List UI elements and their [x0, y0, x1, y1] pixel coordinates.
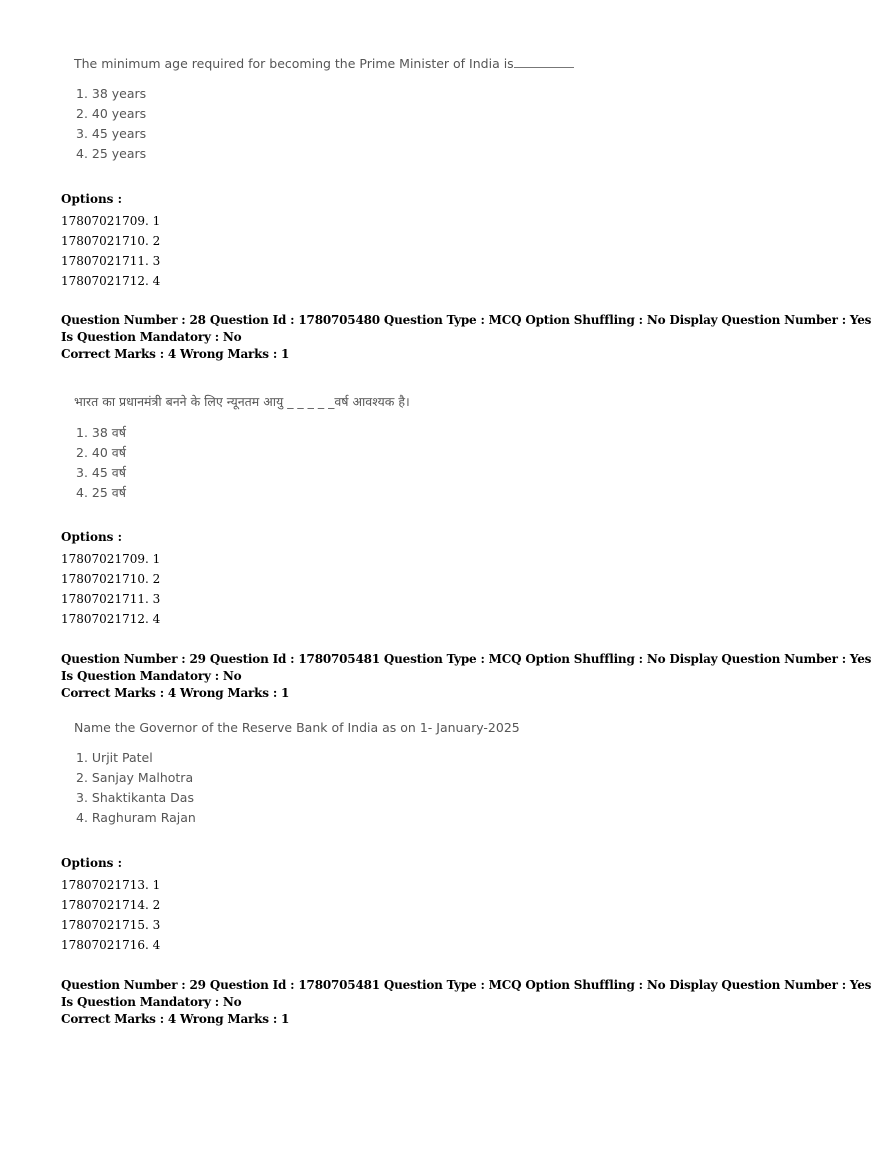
- options-list: [61, 191, 160, 291]
- option-row: 17807021710. 2: [61, 572, 161, 586]
- option-row: 17807021714. 2: [61, 898, 161, 912]
- question-stem: The minimum age required for becoming the Prime Minister of India is: [74, 56, 574, 71]
- question-item: 3. Shaktikanta Das: [76, 790, 194, 805]
- question-meta-line-2: Is Question Mandatory : No: [61, 330, 242, 344]
- option-row: 17807021711. 3: [61, 254, 161, 268]
- option-row: 17807021713. 1: [61, 878, 161, 892]
- option-row: 17807021715. 3: [61, 918, 161, 932]
- question-meta-line-1: Question Number : 28 Question Id : 1780705480 Question Type : MCQ Option Shuffling : No Display Question Number : Yes: [61, 313, 871, 327]
- option-row: 17807021716. 4: [61, 938, 161, 952]
- question-item: 2. Sanjay Malhotra: [76, 770, 194, 785]
- question-stem: Name the Governor of the Reserve Bank of India as on 1- January-2025: [74, 720, 520, 735]
- option-row: 17807021709. 1: [61, 552, 161, 566]
- question-meta: [61, 651, 871, 702]
- options-heading: Options :: [61, 530, 123, 544]
- question-item: 1. 38 वर्ष: [76, 425, 126, 440]
- question-item: 4. 25 वर्ष: [76, 485, 126, 500]
- option-row: 17807021710. 2: [61, 234, 161, 248]
- question-item: 4. 25 years: [76, 146, 147, 161]
- question-item: 1. Urjit Patel: [76, 750, 153, 765]
- question-meta-line-2: Is Question Mandatory : No: [61, 669, 242, 683]
- question-meta: [61, 977, 871, 1028]
- options-heading: Options :: [61, 856, 123, 870]
- question-meta-line-1: Question Number : 29 Question Id : 1780705481 Question Type : MCQ Option Shuffling : No Display Question Number : Yes: [61, 978, 871, 992]
- question-meta: [61, 312, 871, 363]
- options-list: [61, 529, 160, 629]
- question-item: 3. 45 years: [76, 126, 147, 141]
- question-image: [74, 393, 410, 504]
- option-row: 17807021709. 1: [61, 214, 161, 228]
- question-image: [74, 720, 520, 829]
- question-meta-line-2: Is Question Mandatory : No: [61, 995, 242, 1009]
- question-meta-line-1: Question Number : 29 Question Id : 1780705481 Question Type : MCQ Option Shuffling : No Display Question Number : Yes: [61, 652, 871, 666]
- question-meta-line-3: Correct Marks : 4 Wrong Marks : 1: [61, 347, 290, 361]
- answer-blank: [514, 56, 574, 68]
- question-meta-line-3: Correct Marks : 4 Wrong Marks : 1: [61, 1012, 290, 1026]
- question-item: 3. 45 वर्ष: [76, 465, 126, 480]
- option-row: 17807021712. 4: [61, 274, 161, 288]
- question-meta-line-3: Correct Marks : 4 Wrong Marks : 1: [61, 686, 290, 700]
- question-item: 1. 38 years: [76, 86, 147, 101]
- question-item: 4. Raghuram Rajan: [76, 810, 196, 825]
- options-list: [61, 855, 160, 955]
- options-heading: Options :: [61, 192, 123, 206]
- option-row: 17807021711. 3: [61, 592, 161, 606]
- option-row: 17807021712. 4: [61, 612, 161, 626]
- question-stem: भारत का प्रधानमंत्री बनने के लिए न्यूनतम आयु _ _ _ _ _वर्ष आवश्यक है।: [74, 394, 410, 409]
- question-image: [74, 56, 574, 165]
- question-item: 2. 40 years: [76, 106, 147, 121]
- question-item: 2. 40 वर्ष: [76, 445, 126, 460]
